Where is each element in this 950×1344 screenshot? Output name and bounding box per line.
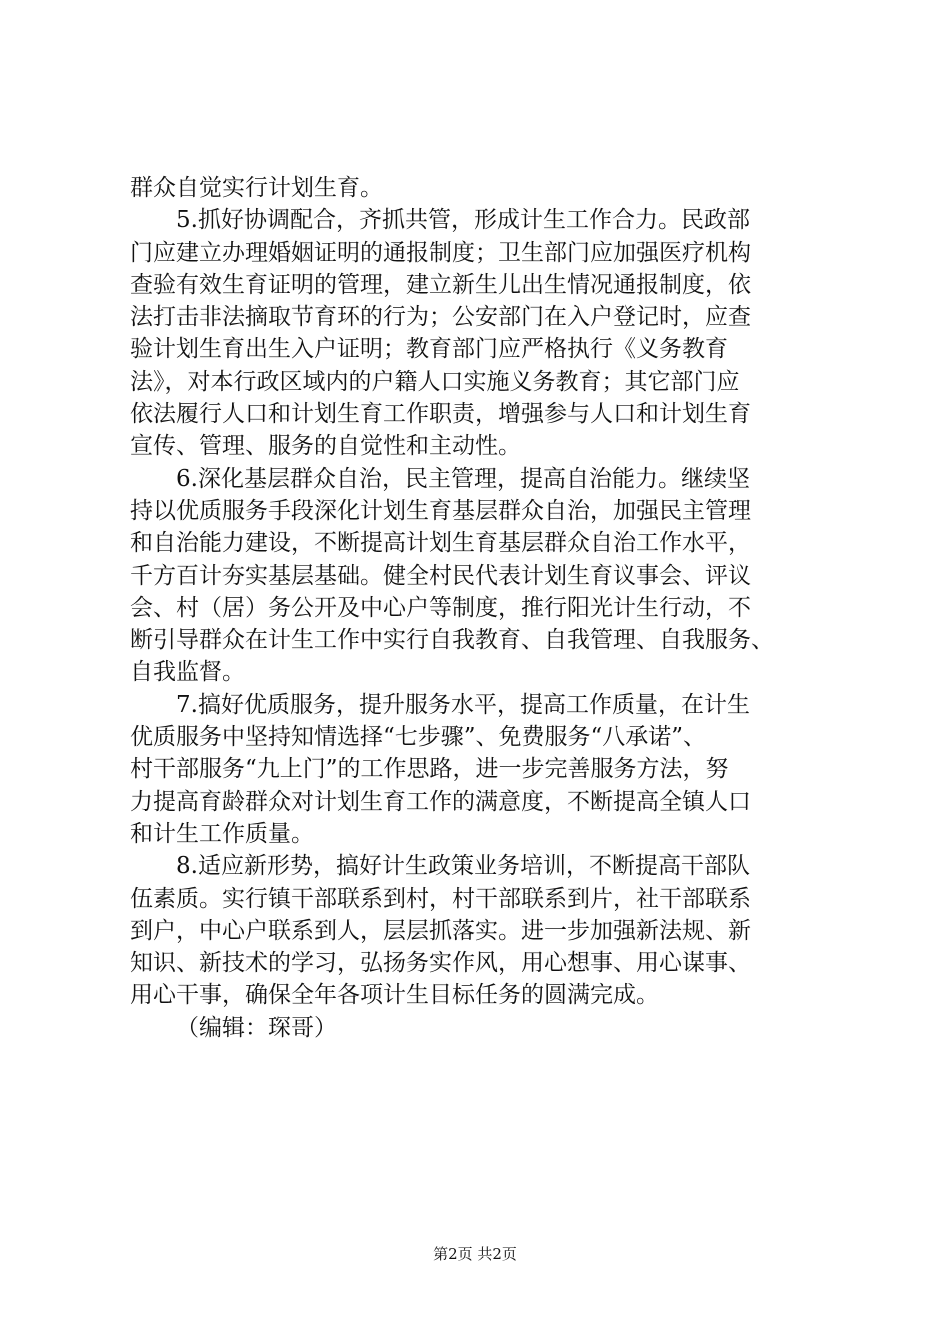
- page-footer: [0, 1244, 950, 1264]
- text-line: 持以优质服务手段深化计划生育基层群众自治，加强民主管理: [130, 497, 751, 524]
- text-line: 和计生工作质量。: [130, 820, 314, 847]
- text-line: 千方百计夯实基层基础。健全村民代表计划生育议事会、评议: [130, 562, 751, 589]
- text-line: 门应建立办理婚姻证明的通报制度；卫生部门应加强医疗机构: [130, 239, 751, 266]
- text-line: 法打击非法摘取节育环的行为；公安部门在入户登记时，应查: [130, 304, 751, 331]
- paragraph-8-start: 8.适应新形势，搞好计生政策业务培训，不断提高干部队: [176, 853, 750, 880]
- document-body: [130, 172, 830, 1044]
- text-line: 伍素质。实行镇干部联系到村，村干部联系到片，社干部联系: [130, 885, 751, 912]
- paragraph-5-start: 5.抓好协调配合，齐抓共管，形成计生工作合力。民政部: [176, 207, 750, 234]
- text-line: 知识、新技术的学习，弘扬务实作风，用心想事、用心谋事、: [130, 950, 751, 977]
- paragraph-7-start: 7.搞好优质服务，提升服务水平，提高工作质量，在计生: [176, 691, 750, 718]
- text-line: 法》，对本行政区域内的户籍人口实施义务教育；其它部门应: [130, 368, 740, 395]
- text-line: 验计划生育出生入户证明；教育部门应严格执行《义务教育: [130, 336, 728, 363]
- text-line: 优质服务中坚持知情选择“七步骤”、免费服务“八承诺”、: [130, 724, 707, 751]
- text-line: 到户，中心户联系到人，层层抓落实。进一步加强新法规、新: [130, 917, 751, 944]
- text-line: 断引导群众在计生工作中实行自我教育、自我管理、自我服务、: [130, 627, 774, 654]
- text-line: 群众自觉实行计划生育。: [130, 175, 383, 201]
- text-line: 力提高育龄群众对计划生育工作的满意度，不断提高全镇人口: [130, 788, 751, 815]
- text-line: 自我监督。: [130, 659, 245, 686]
- text-line: 用心干事，确保全年各项计生目标任务的圆满完成。: [130, 982, 659, 1009]
- text-line: 村干部服务“九上门”的工作思路，进一步完善服务方法，努: [130, 756, 729, 783]
- text-line: 查验有效生育证明的管理，建立新生儿出生情况通报制度，依: [130, 271, 751, 298]
- text-line: 会、村（居）务公开及中心户等制度，推行阳光计生行动，不: [130, 594, 751, 621]
- editor-credit: （编辑：琛哥）: [176, 1014, 337, 1041]
- paragraph-6-start: 6.深化基层群众自治，民主管理，提高自治能力。继续坚: [176, 465, 750, 492]
- text-line: 和自治能力建设，不断提高计划生育基层群众自治工作水平，: [130, 530, 751, 557]
- page-number-label: 第2页 共2页: [433, 1245, 517, 1263]
- text-line: 宣传、管理、服务的自觉性和主动性。: [130, 433, 521, 460]
- text-line: 依法履行人口和计划生育工作职责，增强参与人口和计划生育: [130, 401, 751, 428]
